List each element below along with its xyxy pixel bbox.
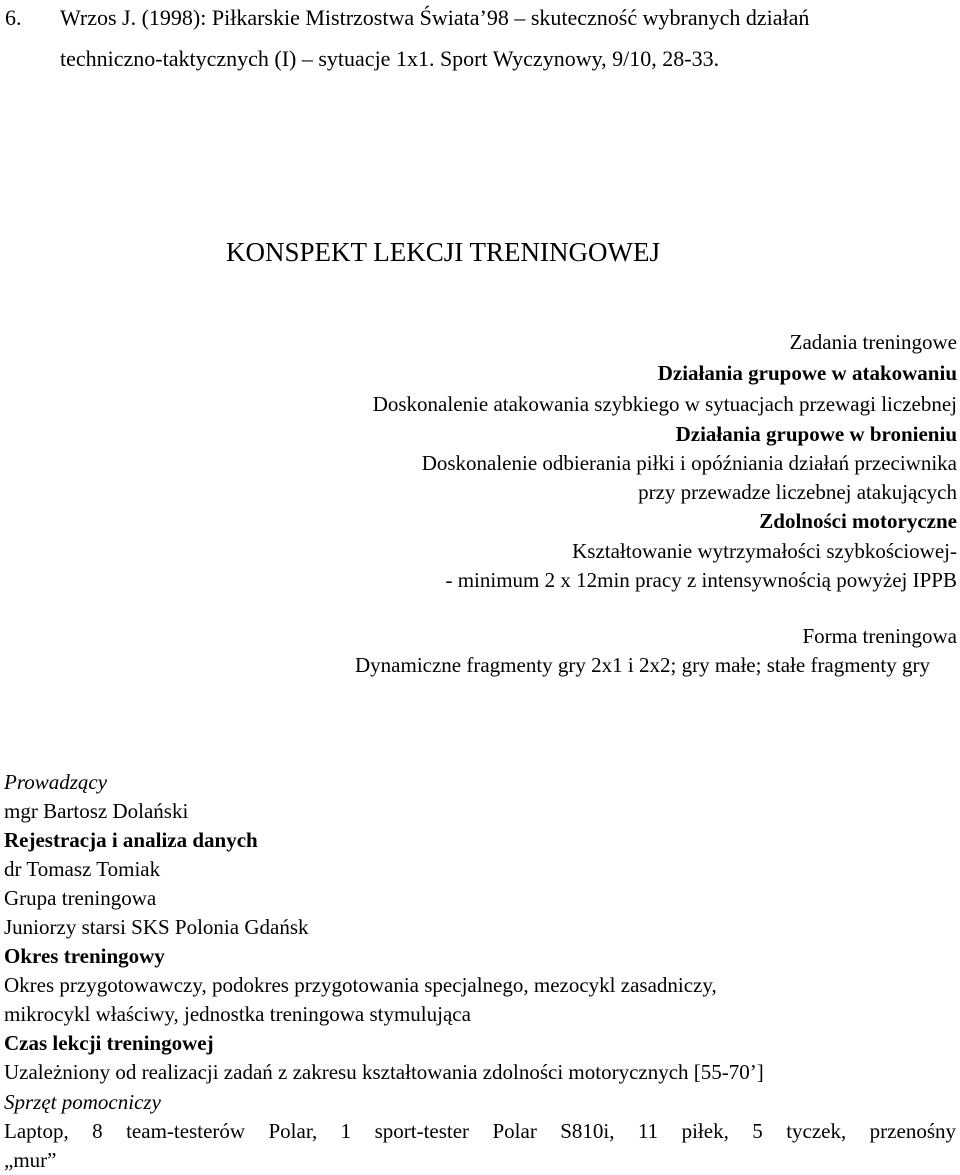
motor-text-1: Kształtowanie wytrzymałości szybkościowej- (572, 539, 957, 563)
equipment-value-1: Laptop, 8 team-testerów Polar, 1 sport-tester Polar S810i, 11 piłek, 5 tyczek, przenośny (4, 1119, 956, 1143)
registration-label: Rejestracja i analiza danych (4, 828, 258, 852)
leader-value: mgr Bartosz Dolański (4, 799, 189, 823)
tasks-heading: Zadania treningowe (789, 330, 957, 354)
defense-heading: Działania grupowe w bronieniu (675, 422, 957, 446)
reference-text-1: Wrzos J. (1998): Piłkarskie Mistrzostwa Świata’98 – skuteczność wybranych działań (60, 5, 810, 30)
period-value-2: mikrocykl właściwy, jednostka treningowa stymulująca (4, 1002, 471, 1026)
equipment-value-2: „mur” (4, 1148, 57, 1172)
leader-label: Prowadzący (4, 770, 108, 794)
time-label: Czas lekcji treningowej (4, 1031, 214, 1055)
page-title: KONSPEKT LEKCJI TRENINGOWEJ (226, 237, 660, 267)
group-label: Grupa treningowa (4, 886, 157, 910)
attack-heading: Działania grupowe w atakowaniu (657, 361, 957, 385)
equipment-label: Sprzęt pomocniczy (4, 1090, 161, 1114)
attack-text: Doskonalenie atakowania szybkiego w sytuacjach przewagi liczebnej (372, 392, 957, 416)
reference-line-2: techniczno-taktycznych (I) – sytuacje 1x1. Sport Wyczynowy, 9/10, 28-33. (60, 46, 720, 71)
motor-heading: Zdolności motoryczne (759, 509, 957, 533)
motor-text-2: - minimum 2 x 12min pracy z intensywnością powyżej IPPB (445, 568, 957, 592)
reference-line-1 (5, 4, 809, 32)
defense-text-1: Doskonalenie odbierania piłki i opóźniania działań przeciwnika (421, 451, 957, 475)
form-text: Dynamiczne fragmenty gry 2x1 i 2x2; gry małe; stałe fragmenty gry (355, 653, 930, 677)
period-value-1: Okres przygotowawczy, podokres przygotowania specjalnego, mezocykl zasadniczy, (4, 973, 717, 997)
form-heading: Forma treningowa (802, 624, 957, 648)
registration-value: dr Tomasz Tomiak (4, 857, 161, 881)
defense-text-2: przy przewadze liczebnej atakujących (638, 480, 957, 504)
group-value: Juniorzy starsi SKS Polonia Gdańsk (4, 915, 309, 939)
time-value: Uzależniony od realizacji zadań z zakresu kształtowania zdolności motorycznych [55-70’] (4, 1060, 764, 1084)
reference-number: 6. (5, 5, 22, 30)
period-label: Okres treningowy (4, 944, 165, 968)
